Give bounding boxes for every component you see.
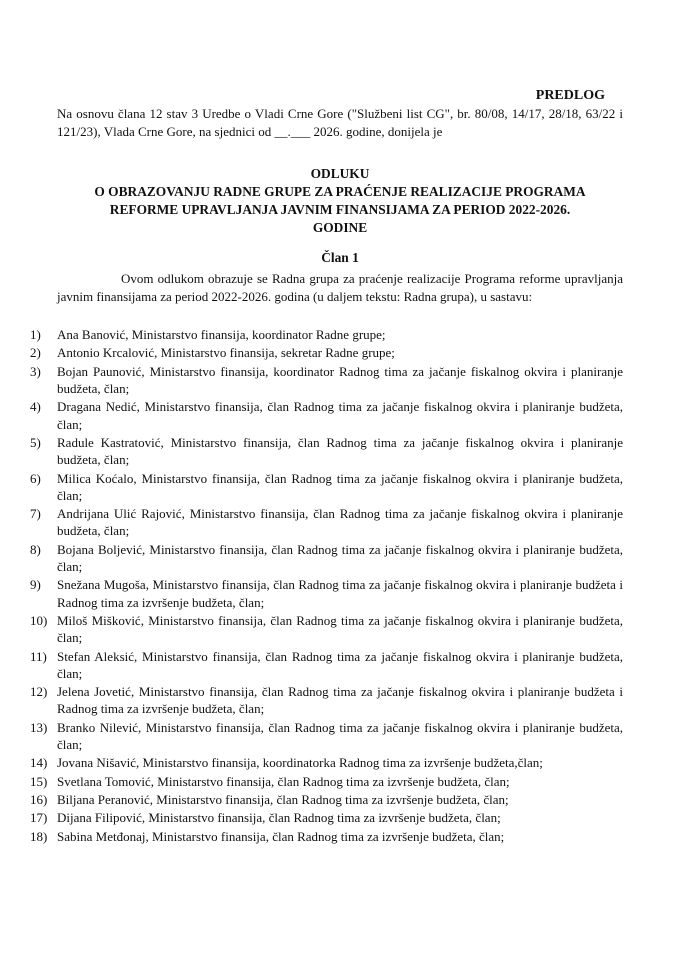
member-list-item (30, 541, 623, 575)
member-list-item (30, 719, 623, 753)
title-line-4: GODINE (312, 220, 368, 235)
member-list-item (30, 505, 623, 539)
member-number: 16) (30, 792, 48, 808)
member-text: Bojan Paunović, Ministarstvo finansija, koordinator Radnog tima za jačanje fiskalnog okvira i planiranje budžeta, član; (57, 363, 623, 396)
member-text: Branko Nilević, Ministarstvo finansija, član Radnog tima za jačanje fiskalnog okvira i planiranje budžeta, član; (57, 719, 623, 752)
member-text: Snežana Mugoša, Ministarstvo finansija, član Radnog tima za jačanje fiskalnog okvira i planiranje budžeta i Radnog tima za izvršenje budžeta, član; (57, 577, 623, 610)
member-text: Antonio Krcalović, Ministarstvo finansija, sekretar Radne grupe; (57, 345, 395, 361)
member-text: Svetlana Tomović, Ministarstvo finansija, član Radnog tima za izvršenje budžeta, član; (57, 773, 510, 789)
member-list-item (30, 828, 623, 845)
member-number: 10) (30, 612, 48, 628)
member-list-item (30, 470, 623, 504)
member-text: Biljana Peranović, Ministarstvo finansija, član Radnog tima za izvršenje budžeta, član; (57, 792, 509, 808)
member-number: 15) (30, 773, 48, 789)
member-list-item (30, 754, 623, 771)
member-number: 9) (30, 577, 41, 593)
member-list-item (30, 363, 623, 397)
member-number: 6) (30, 470, 41, 486)
member-number: 8) (30, 541, 41, 557)
member-text: Dragana Nedić, Ministarstvo finansija, član Radnog tima za jačanje fiskalnog okvira i planiranje budžeta, član; (57, 399, 623, 432)
member-list-item (30, 773, 623, 790)
member-text: Jovana Nišavić, Ministarstvo finansija, koordinatorka Radnog tima za izvršenje budžeta,član; (57, 755, 543, 771)
decision-title (57, 165, 623, 237)
members-list (30, 326, 623, 846)
member-text: Bojana Boljević, Ministarstvo finansija, član Radnog tima za jačanje fiskalnog okvira i planiranje budžeta, član; (57, 541, 623, 574)
member-list-item (30, 612, 623, 646)
draft-label: PREDLOG (535, 88, 605, 103)
member-text: Sabina Metđonaj, Ministarstvo finansija, član Radnog tima za izvršenje budžeta, član; (57, 828, 505, 844)
title-line-1: ODLUKU (310, 166, 370, 181)
member-number: 17) (30, 810, 48, 826)
member-list-item (30, 434, 623, 468)
member-number: 1) (30, 327, 41, 342)
member-list-item (30, 398, 623, 432)
member-number: 12) (30, 684, 48, 700)
member-list-item (30, 576, 623, 610)
member-number: 11) (30, 648, 47, 664)
article-intro-paragraph: Ovom odlukom obrazuje se Radna grupa za praćenje realizacije Programa reforme upravljanja javnim finansijama za period 2022-2026. godina (u daljem tekstu: Radna grupa), u sastavu: (57, 271, 623, 304)
article-heading: Član 1 (321, 250, 359, 265)
title-line-2: O OBRAZOVANJU RADNE GRUPE ZA PRAĆENJE REALIZACIJE PROGRAMA (94, 184, 586, 199)
member-list-item (30, 344, 623, 361)
member-text: Stefan Aleksić, Ministarstvo finansija, član Radnog tima za jačanje fiskalnog okvira i planiranje budžeta, član; (57, 648, 623, 681)
member-number: 5) (30, 434, 41, 450)
member-number: 7) (30, 506, 41, 522)
legal-basis-paragraph: Na osnovu člana 12 stav 3 Uredbe o Vladi Crne Gore ("Službeni list CG", br. 80/08, 14/17, 28/18, 63/22 i 121/23), Vlada Crne Gore, na sjednici od __.___ 2026. godine, donijela je (57, 106, 623, 139)
member-number: 2) (30, 345, 41, 361)
member-list-item (30, 683, 623, 717)
member-number: 3) (30, 363, 41, 379)
member-list-item (30, 791, 623, 808)
member-number: 14) (30, 755, 48, 771)
member-number: 4) (30, 399, 41, 415)
member-text: Ana Banović, Ministarstvo finansija, koordinator Radne grupe; (57, 327, 386, 342)
member-number: 13) (30, 719, 48, 735)
member-text: Dijana Filipović, Ministarstvo finansija, član Radnog tima za izvršenje budžeta, član; (57, 810, 501, 826)
member-list-item (30, 809, 623, 826)
member-text: Miloš Mišković, Ministarstvo finansija, član Radnog tima za jačanje fiskalnog okvira i planiranje budžeta, član; (57, 612, 623, 646)
member-text: Jelena Jovetić, Ministarstvo finansija, član Radnog tima za jačanje fiskalnog okvira i planiranje budžeta i Radnog tima za izvršenje budžeta, član; (57, 684, 623, 717)
title-line-3: REFORME UPRAVLJANJA JAVNIM FINANSIJAMA ZA PERIOD 2022-2026. (109, 202, 571, 217)
member-list-item (30, 648, 623, 682)
member-text: Andrijana Ulić Rajović, Ministarstvo finansija, član Radnog tima za jačanje fiskalnog okvira i planiranje budžeta, član; (57, 506, 623, 539)
member-list-item (30, 326, 623, 343)
member-number: 18) (30, 828, 48, 844)
member-text: Radule Kastratović, Ministarstvo finansija, član Radnog tima za jačanje fiskalnog okvira i planiranje budžeta, član; (57, 434, 623, 468)
member-text: Milica Koćalo, Ministarstvo finansija, član Radnog tima za jačanje fiskalnog okvira i planiranje budžeta, član; (57, 470, 623, 503)
